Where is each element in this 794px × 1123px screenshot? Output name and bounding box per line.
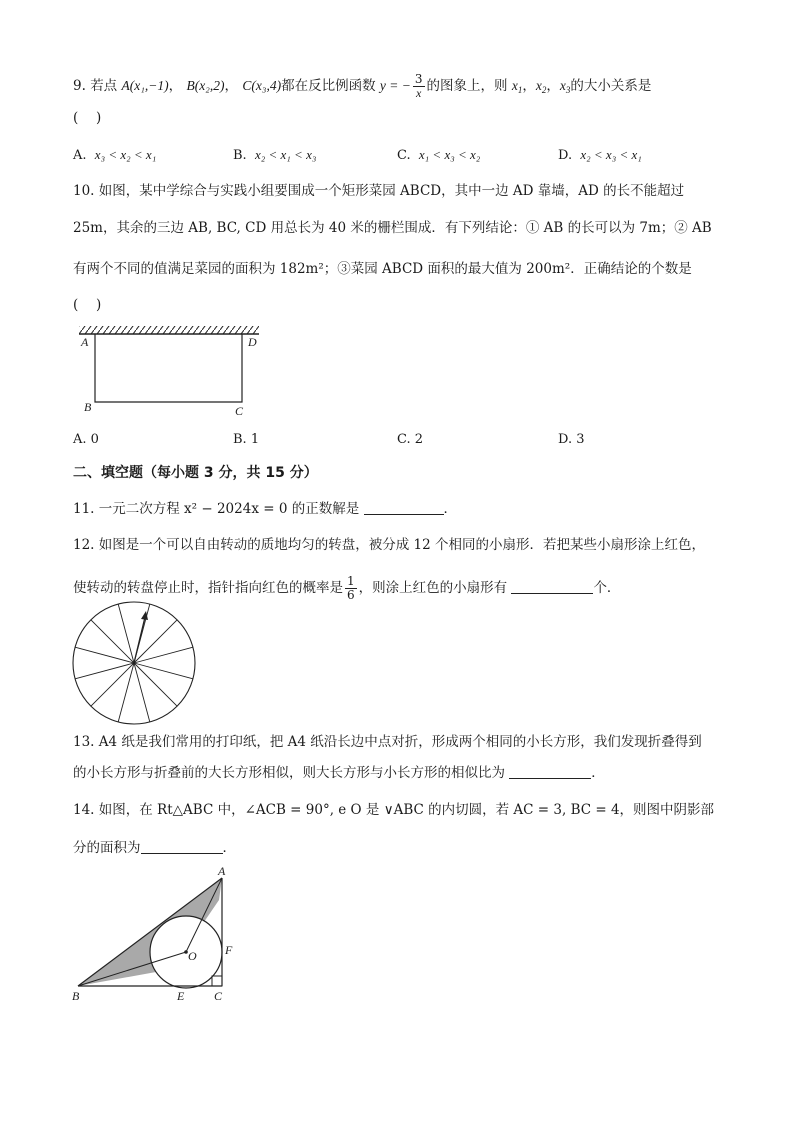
q14-label-o: O bbox=[188, 949, 197, 963]
q14-label-f: F bbox=[225, 943, 233, 957]
q10-line2: 25m，其余的三边 AB, BC, CD 用总长为 40 米的栅栏围成．有下列结论：① AB 的长可以为 7m；② AB bbox=[73, 220, 712, 236]
q14-label-c: C bbox=[214, 989, 223, 1003]
q10-option-b[interactable]: B. 1 bbox=[233, 432, 260, 447]
q10-label-a: A bbox=[81, 335, 89, 349]
q14-line1: 14. 如图，在 Rt△ABC 中，∠ACB = 90°, e O 是 ∨ABC 的内切圆，若 AC = 3, BC = 4，则图中阴影部 bbox=[73, 802, 715, 818]
q9-number: 9. bbox=[73, 78, 86, 94]
spinner-sector-divider bbox=[91, 620, 134, 663]
q10-label-c: C bbox=[235, 404, 244, 418]
q9-mid: 都在反比例函数 bbox=[281, 78, 376, 94]
q9-option-a[interactable]: A. x₃ < x₂ < x₁ bbox=[73, 147, 157, 163]
spinner-sector-divider bbox=[118, 604, 134, 663]
q10-line3: 有两个不同的值满足菜园的面积为 182m²；③菜园 ABCD 面积的最大值为 200m²．正确结论的个数是 bbox=[73, 261, 692, 277]
q14-label-a: A bbox=[218, 864, 226, 878]
q14-label-e: E bbox=[177, 989, 185, 1003]
q14-triangle-figure bbox=[66, 860, 246, 1005]
q12-spinner bbox=[73, 602, 195, 724]
q13-answer-blank[interactable] bbox=[509, 764, 591, 779]
q9-prefix: 若点 bbox=[90, 78, 118, 94]
q10-option-d[interactable]: D. 3 bbox=[558, 432, 585, 447]
spinner-sector-divider bbox=[134, 647, 193, 663]
q9-suffix: 的图象上，则 bbox=[426, 78, 508, 94]
q9-line1: 9. 若点 A(x₁,−1)， B(x₂,2)， C(x₃,4)都在反比例函数 y = − $\frac{3}{x}$ 的图象上，则 $x_1$，$x_2$，$x_3$的大小关系是 bbox=[73, 72, 652, 100]
q10-option-c[interactable]: C. 2 bbox=[397, 432, 424, 447]
q10-option-a[interactable]: A. 0 bbox=[73, 432, 99, 447]
q14-answer-blank[interactable] bbox=[141, 839, 223, 854]
q13-line1: 13. A4 纸是我们常用的打印纸，把 A4 纸沿长边中点对折，形成两个相同的小长方形，我们发现折叠得到 bbox=[73, 734, 702, 750]
section-heading: 二、填空题（每小题 3 分，共 15 分） bbox=[73, 465, 318, 481]
q9-paren: ( ) bbox=[73, 110, 102, 126]
q9-option-b[interactable]: B. x₂ < x₁ < x₃ bbox=[233, 147, 317, 163]
q9-point-c: C(x₃,4) bbox=[242, 78, 282, 93]
q12-line1: 12. 如图是一个可以自由转动的质地均匀的转盘，被分成 12 个相同的小扇形．若把某些小扇形涂上红色， bbox=[73, 537, 706, 553]
q10-label-d: D bbox=[248, 335, 257, 349]
q10-fence bbox=[95, 334, 242, 402]
q10-label-b: B bbox=[84, 400, 92, 414]
q9-option-c[interactable]: C. x₁ < x₃ < x₂ bbox=[397, 147, 481, 163]
q9-point-a: A(x₁,−1) bbox=[121, 78, 169, 93]
q10-paren: ( ) bbox=[73, 297, 102, 313]
spinner-sector-divider bbox=[75, 663, 134, 679]
q12-answer-blank[interactable] bbox=[511, 579, 593, 594]
spinner-sector-divider bbox=[134, 663, 177, 706]
q12-line2: 使转动的转盘停止时，指针指向红色的概率是 $\frac{1}{6}$ ，则涂上红色的小扇形有 个． bbox=[73, 574, 621, 602]
q10-line1: 10. 如图，某中学综合与实践小组要围成一个矩形菜园 ABCD，其中一边 AD 靠墙，AD 的长不能超过 bbox=[73, 183, 685, 199]
q10-wall-hatch bbox=[79, 326, 259, 334]
spinner-sector-divider bbox=[134, 663, 193, 679]
q14-line2: 分的面积为 ． bbox=[73, 840, 236, 856]
q11-text: 11. 一元二次方程 x² − 2024x = 0 的正数解是 bbox=[73, 501, 360, 517]
q13-line2: 的小长方形与折叠前的大长方形相似，则大长方形与小长方形的相似比为 ． bbox=[73, 765, 605, 781]
q9-option-d[interactable]: D. x₂ < x₃ < x₁ bbox=[558, 147, 642, 163]
q9-fraction: $\frac{3}{x}$ bbox=[414, 72, 423, 100]
spinner-sector-divider bbox=[91, 663, 134, 706]
q9-point-b: B(x₂,2) bbox=[186, 78, 225, 93]
spinner-pointer bbox=[134, 613, 146, 663]
q14-label-b: B bbox=[72, 989, 80, 1003]
spinner-sector-divider bbox=[134, 620, 177, 663]
spinner-sector-divider bbox=[134, 663, 150, 722]
q11-line: 11. 一元二次方程 x² − 2024x = 0 的正数解是 ． bbox=[73, 501, 458, 517]
spinner-sector-divider bbox=[75, 647, 134, 663]
spinner-pointer-arrowhead bbox=[141, 611, 148, 620]
q9-func: y = − bbox=[379, 78, 411, 93]
q9-tail: 的大小关系是 bbox=[570, 78, 652, 94]
q11-answer-blank[interactable] bbox=[364, 500, 444, 515]
spinner-sector-divider bbox=[118, 663, 134, 722]
q12-spinner-figure bbox=[70, 600, 202, 730]
q12-fraction: $\frac{1}{6}$ bbox=[347, 574, 355, 602]
q10-rectangle-figure bbox=[70, 322, 270, 422]
